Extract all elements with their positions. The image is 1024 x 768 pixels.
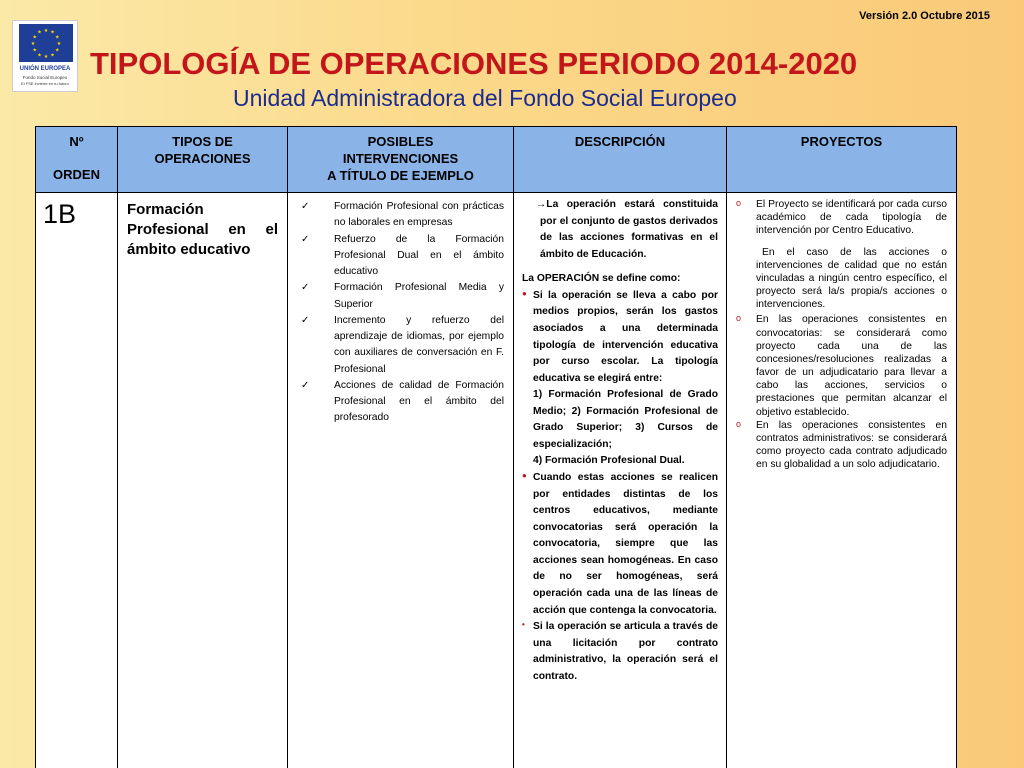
row-number: 1B (36, 193, 118, 768)
circle-bullet-icon: o (736, 313, 742, 324)
project-paragraph: En el caso de las acciones o intervenciones de calidad que no están vinculadas a ningún centro específico, el proyecto será la/s propia/s acciones o intervenciones. (756, 246, 947, 311)
svg-text:★: ★ (43, 54, 49, 60)
logo-line2: Fondo Social Europeo (22, 75, 68, 80)
intervention-text: Refuerzo de la Formación Profesional Dual en el ámbito educativo (334, 233, 504, 278)
svg-text:★: ★ (50, 29, 55, 36)
row-interventions (288, 193, 514, 768)
header-num (36, 127, 118, 193)
checkmark-icon: ✓ (301, 201, 310, 212)
eu-logo (12, 20, 78, 92)
eu-flag-icon (19, 24, 73, 62)
svg-text:★: ★ (50, 52, 55, 59)
description-options2: 4) Formación Profesional Dual. (533, 455, 685, 467)
checkmark-icon: ✓ (301, 233, 310, 245)
header-num-line2: ORDEN (53, 166, 100, 182)
svg-text:★: ★ (37, 29, 42, 36)
description-intro-text: La operación estará constituida por el conjunto de gastos derivados de las acciones formativas en el ámbito de Educación. (540, 199, 718, 260)
bullet-icon: ● (522, 288, 527, 298)
logo-line1: UNIÓN EUROPEA (19, 66, 71, 72)
intervention-text: Acciones de calidad de Formación Profesional en el ámbito del profesorado (334, 379, 504, 424)
intervention-text: Formación Profesional Media y Superior (334, 282, 504, 310)
row-projects (727, 193, 957, 768)
svg-text:★: ★ (43, 28, 49, 34)
list-item (297, 378, 504, 427)
project-item (734, 198, 947, 238)
page-title: TIPOLOGÍA DE OPERACIONES PERIODO 2014-2020 (90, 46, 858, 81)
project-text: En las operaciones consistentes en contratos administrativos: se considerará como proyecto cada contrato adjudicado en su globalidad a un solo adjudicatario. (756, 419, 947, 471)
bullet-icon: ● (522, 471, 527, 480)
circle-bullet-icon: o (736, 418, 742, 429)
project-item (734, 313, 947, 418)
project-text: El Proyecto se identificará por cada curso académico de cada tipología de intervención por Centro Educativo. (756, 199, 947, 237)
operations-table (35, 126, 957, 768)
intervention-text: Formación Profesional con prácticas no laborales en empresas (334, 201, 504, 229)
svg-text:★: ★ (56, 41, 62, 47)
header-interventions-line3: A TÍTULO DE EJEMPLO (327, 167, 474, 183)
row-description (514, 193, 727, 768)
description-intro (522, 197, 718, 263)
checkmark-icon: ✓ (301, 314, 310, 326)
svg-text:★: ★ (37, 52, 42, 59)
header-interventions-line2: INTERVENCIONES (342, 150, 459, 166)
header-interventions-line1: POSIBLES (367, 134, 434, 149)
svg-text:★: ★ (30, 41, 36, 47)
version-label: Versión 2.0 Octubre 2015 (859, 10, 990, 22)
project-item (734, 419, 947, 472)
description-defined: La OPERACIÓN se define como: (522, 273, 681, 285)
table-row (36, 193, 957, 768)
header-description: DESCRIPCIÓN (514, 127, 727, 193)
svg-text:★: ★ (55, 34, 60, 41)
list-item (297, 280, 504, 313)
list-item (297, 199, 504, 232)
header-projects: PROYECTOS (727, 127, 957, 193)
header-types (118, 127, 288, 193)
checkmark-icon: ✓ (301, 379, 310, 391)
header-types-line1: TIPOS DE (172, 134, 233, 149)
row-type: Formación Profesional en el ámbito educativo (118, 193, 288, 768)
svg-text:★: ★ (55, 47, 60, 54)
arrow-icon: → (536, 199, 547, 210)
page-subtitle: Unidad Administradora del Fondo Social Europeo (233, 85, 737, 111)
list-item (297, 313, 504, 378)
intervention-text: Incremento y refuerzo del aprendizaje de idiomas, por ejemplo con auxiliares de conversación en F. Profesional (334, 314, 504, 375)
list-item (297, 232, 504, 281)
description-bullet-text: Si la operación se articula a través de una licitación por contrato administrativo, la operación será el contrato. (533, 621, 718, 682)
bullet-icon: • (522, 620, 525, 630)
description-bullet (522, 288, 718, 387)
header-types-line2: OPERACIONES (154, 150, 251, 166)
description-bullet (522, 619, 718, 685)
description-bullet-text: Cuando estas acciones se realicen por entidades distintas de los centros educativos, mediante convocatorias será operación la convocatoria, siempre que las acciones sean homogéneas. En caso de no ser homogéneas, será operación cada una de las líneas de acción que contenga la convocatoria. (533, 472, 718, 616)
table-header-row (36, 127, 957, 193)
description-bullet (522, 470, 718, 619)
description-bullet-text: Si la operación se lleva a cabo por medios propios, serán los gastos asociados a una determinada tipología de intervención educativa por curso escolar. La tipología educativa se elegirá entre: (533, 289, 718, 384)
svg-text:★: ★ (32, 34, 37, 41)
header-num-line1: Nº (69, 134, 84, 149)
circle-bullet-icon: o (736, 198, 742, 208)
checkmark-icon: ✓ (301, 282, 310, 294)
header-interventions (288, 127, 514, 193)
logo-line3: El FSE invierte en tu futuro (21, 81, 69, 86)
project-text: En las operaciones consistentes en convocatorias: se considerará como proyecto cada una de las concesiones/resoluciones realizadas a favor de un adjudicatario para llevar a cabo las acciones, servicios o prestaciones que permitan alcanzar el objetivo establecido. (756, 314, 947, 418)
description-options1: 1) Formación Profesional de Grado Medio; 2) Formación Profesional de Grado Superior; 3) Cursos de especialización; (533, 389, 718, 450)
svg-text:★: ★ (32, 47, 37, 54)
